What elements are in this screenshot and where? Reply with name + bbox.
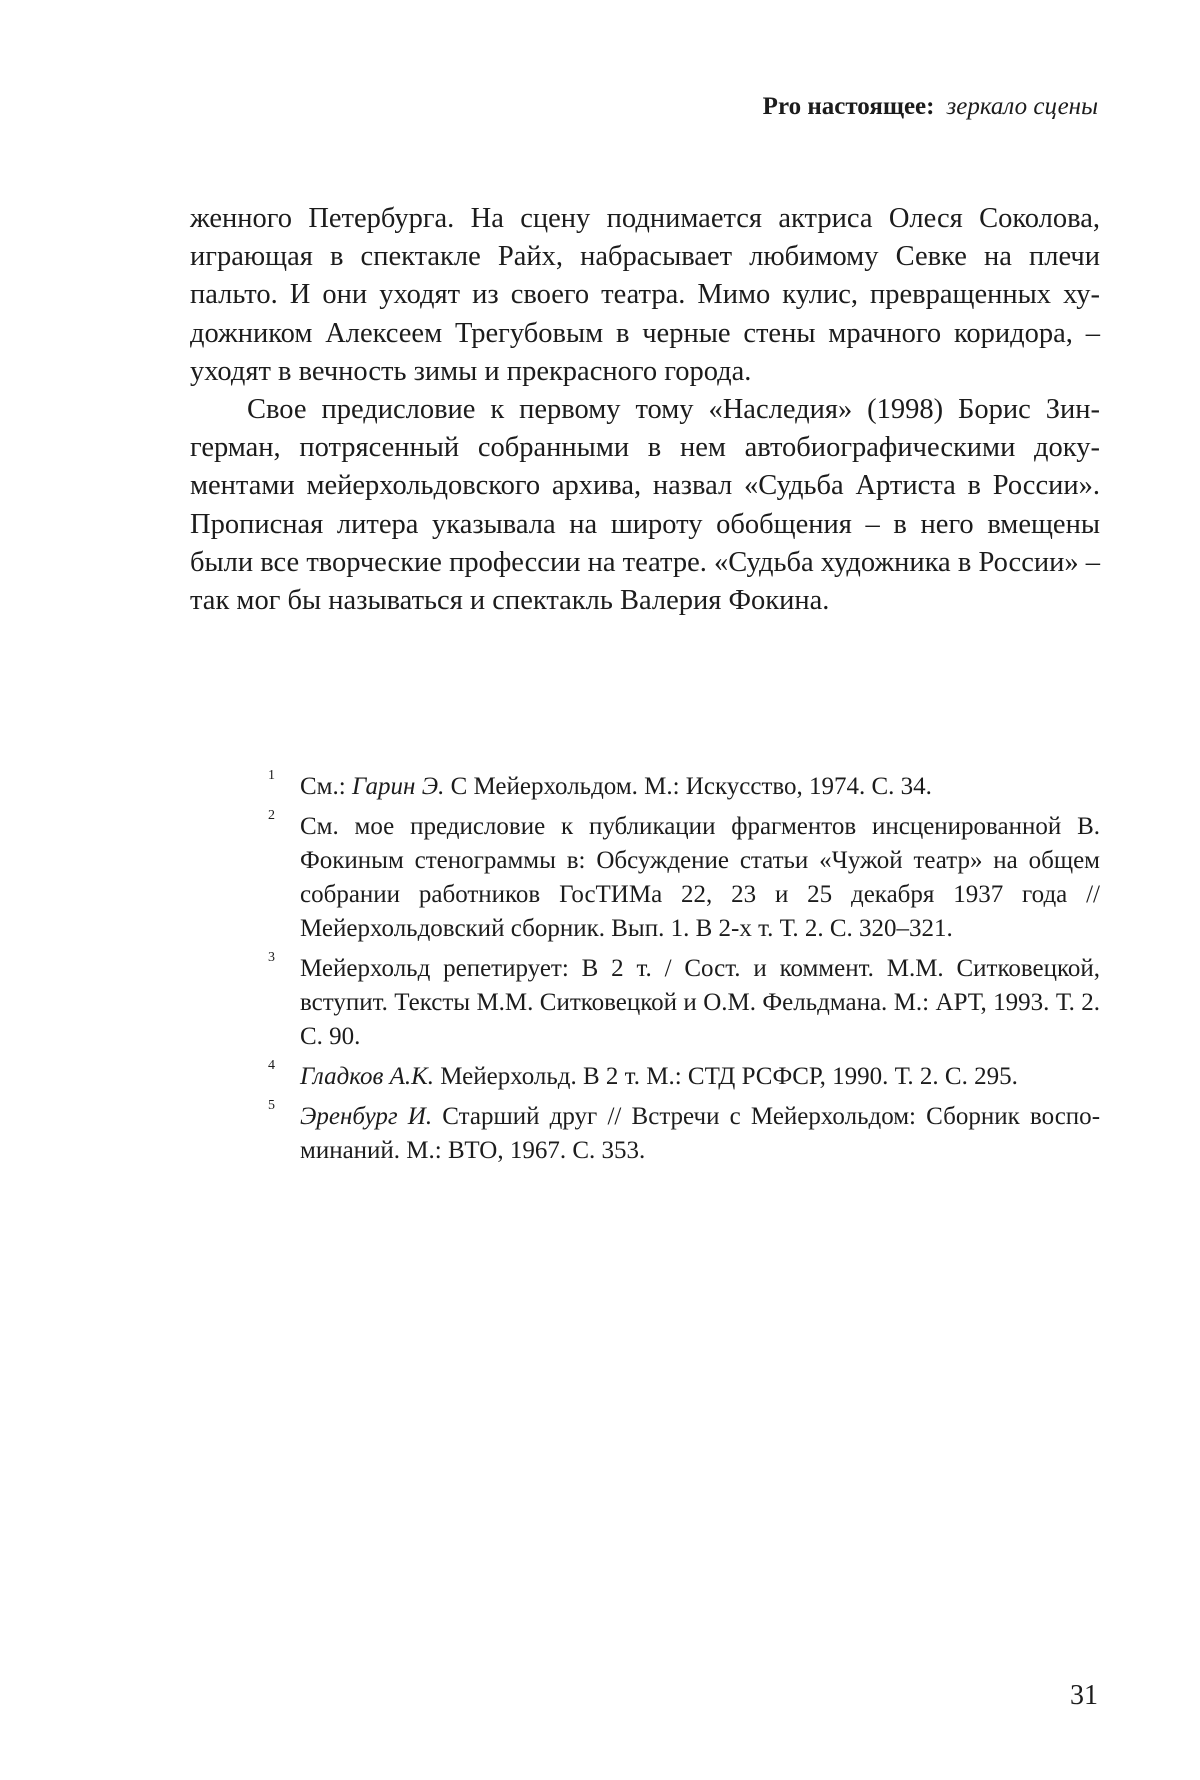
footnote xyxy=(300,810,1100,946)
footnote xyxy=(300,952,1100,1054)
footnote-author: Эренбург И. xyxy=(300,1103,432,1130)
footnote-number: 4 xyxy=(268,1056,275,1076)
running-head-subtitle: зеркало сцены xyxy=(946,93,1098,120)
paragraph: Свое предисловие к первому тому «Наследия» (1998) Борис Зин­герман, потрясенный собранными в нем автобиографическими доку­ментами мейерхольдовского архива, назвал «Судьба Артиста в России». Прописная литера указывала на широту обобщения – в него вмещены были все творческие профессии на театре. «Судьба художника в Рос­сии» – так мог бы называться и спектакль Валерия Фокина. xyxy=(190,391,1100,620)
paragraph: женного Петербурга. На сцену поднимается актриса Олеся Соколова, играющая в спектакле Райх, набрасывает любимому Севке на плечи пальто. И они уходят из своего театра. Мимо кулис, превращенных ху­дожником Алексеем Трегубовым в черные стены мрачного коридора, – уходят в вечность зимы и прекрасного города. xyxy=(190,200,1100,391)
page-number: 31 xyxy=(1070,1680,1098,1712)
book-page xyxy=(0,0,1200,1780)
footnote-text: Старший друг // Встречи с Мейерхольдом: Сборник воспо­минаний. М.: ВТО, 1967. С. 353. xyxy=(300,1103,1100,1164)
footnote-number: 5 xyxy=(268,1096,275,1116)
footnote-number: 3 xyxy=(268,948,275,968)
footnotes xyxy=(268,770,1100,1168)
body-text xyxy=(190,200,1100,620)
footnote-author: Гладков А.К. xyxy=(300,1063,434,1090)
footnote xyxy=(300,770,1100,804)
footnote-text: См.: xyxy=(300,773,352,800)
footnote-number: 2 xyxy=(268,806,275,826)
footnote-text: Мейерхольд репетирует: В 2 т. / Сост. и коммент. М.М. Ситковецкой, вступит. Тексты М.М. Ситковецкой и О.М. Фельдмана. М.: АРТ, 1993. Т. 2. С. 90. xyxy=(300,955,1100,1050)
running-head xyxy=(763,92,1098,122)
footnote-number: 1 xyxy=(268,766,275,786)
footnote xyxy=(300,1100,1100,1168)
footnote-text: См. мое предисловие к публикации фрагментов инсценированной В. Фокиным стенограммы в: Обсуждение статьи «Чужой театр» на об­щем собрании работников ГосТИМа 22, 23 и 25 декабря 1937 года // Мейерхольдовский сборник. Вып. 1. В 2-х т. Т. 2. С. 320–321. xyxy=(300,813,1100,942)
running-head-title: Pro настоящее: xyxy=(763,93,935,120)
footnote-text: С Мейерхольдом. М.: Искусство, 1974. С. 34. xyxy=(444,773,932,800)
footnote-text: Мейерхольд. В 2 т. М.: СТД РСФСР, 1990. Т. 2. С. 295. xyxy=(434,1063,1018,1090)
footnote-author: Гарин Э. xyxy=(352,773,444,800)
footnote xyxy=(300,1060,1100,1094)
